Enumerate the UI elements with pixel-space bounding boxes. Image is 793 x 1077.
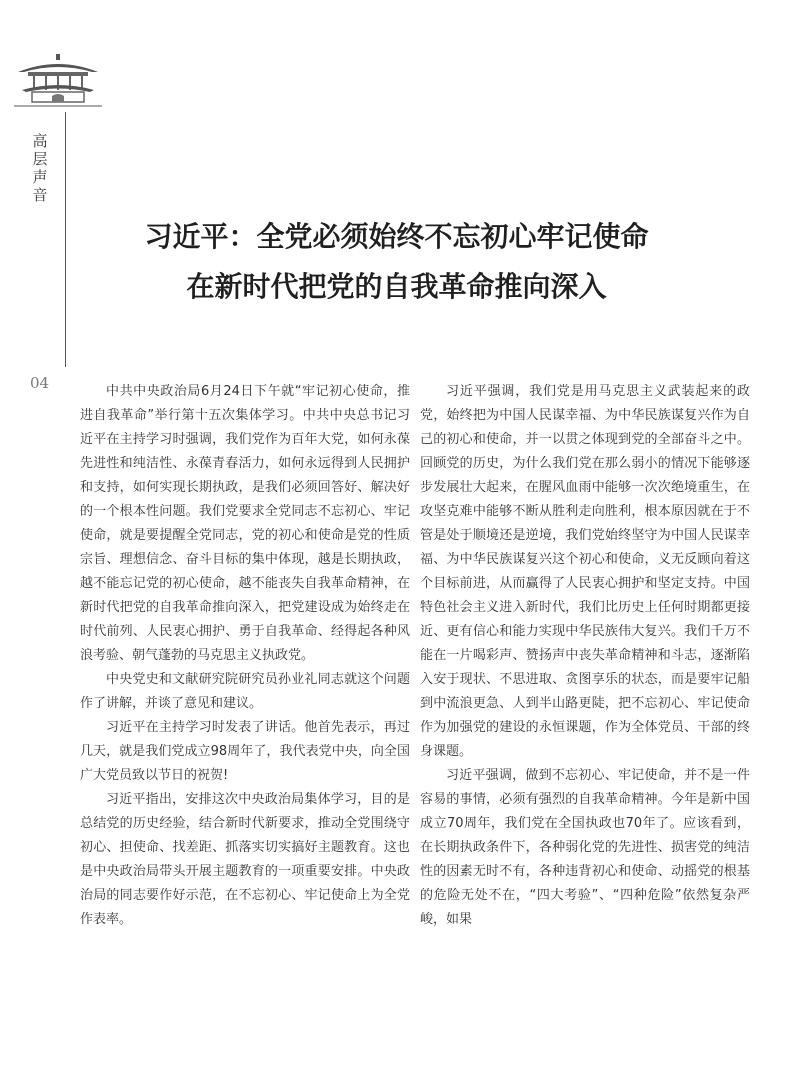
paragraph: 习近平强调，我们党是用马克思主义武装起来的政党，始终把为中国人民谋幸福、为中华民族谋复兴作为自己的初心和使命，并一以贯之体现到党的全部奋斗之中。回顾党的历史，为什么我们党在那么弱小的情况下能够逐步发展壮大起来，在腥风血雨中能够一次次绝境重生，在攻坚克难中能够不断从胜利走向胜利，根本原因就在于不管是处于顺境还是逆境，我们党始终坚守为中国人民谋幸福、为中华民族谋复兴这个初心和使命，义无反顾向着这个目标前进，从而赢得了人民衷心拥护和坚定支持。中国特色社会主义进入新时代，我们比历史上任何时期都更接近、更有信心和能力实现中华民族伟大复兴。我们千万不能在一片喝彩声、赞扬声中丧失革命精神和斗志，逐渐陷入安于现状、不思进取、贪图享乐的状态，而是要牢记船到中流浪更急、人到半山路更陡，把不忘初心、牢记使命作为加强党的建设的永恒课题，作为全体党员、干部的终身课题。 <box>420 384 750 759</box>
left-column <box>80 380 410 932</box>
right-column <box>420 380 750 932</box>
page-number: 04 <box>30 374 50 392</box>
paragraph: 中央党史和文献研究院研究员孙业礼同志就这个问题作了讲解，并谈了意见和建议。 <box>80 672 410 711</box>
title-line-1: 习近平：全党必须始终不忘初心牢记使命 <box>144 220 649 253</box>
article-title <box>60 212 733 312</box>
title-line-2: 在新时代把党的自我革命推向深入 <box>186 270 607 303</box>
paragraph: 中共中央政治局6月24日下午就“牢记初心使命，推进自我革命”举行第十五次集体学习。中共中央总书记习近平在主持学习时强调，我们党作为百年大党，如何永葆先进性和纯洁性、永葆青春活力，如何永远得到人民拥护和支持，如何实现长期执政，是我们必须回答好、解决好的一个根本性问题。我们党要求全党同志不忘初心、牢记使命，就是要提醒全党同志，党的初心和使命是党的性质宗旨、理想信念、奋斗目标的集中体现，越是长期执政，越不能忘记党的初心使命，越不能丧失自我革命精神，在新时代把党的自我革命推向深入，把党建设成为始终走在时代前列、人民衷心拥护、勇于自我革命、经得起各种风浪考验、朝气蓬勃的马克思主义执政党。 <box>80 384 410 663</box>
paragraph: 习近平在主持学习时发表了讲话。他首先表示，再过几天，就是我们党成立98周年了，我代表党中央，向全国广大党员致以节日的祝贺! <box>80 720 410 783</box>
paragraph: 习近平强调，做到不忘初心、牢记使命，并不是一件容易的事情，必须有强烈的自我革命精神。今年是新中国成立70周年，我们党在全国执政也70年了。应该看到，在长期执政条件下，各种弱化党的先进性、损害党的纯洁性的因素无时不有，各种违背初心和使命、动摇党的根基的危险无处不在，“四大考验”、“四种危险”依然复杂严峻，如果 <box>420 768 750 927</box>
pavilion-emblem-icon <box>12 50 104 112</box>
paragraph: 习近平指出，安排这次中央政治局集体学习，目的是总结党的历史经验，结合新时代新要求，推动全党围绕守初心、担使命、找差距、抓落实切实搞好主题教育。这也是中央政治局带头开展主题教育的一项重要安排。中央政治局的同志要作好示范，在不忘初心、牢记使命上为全党作表率。 <box>80 792 410 927</box>
section-label: 高层声音 <box>32 132 48 204</box>
